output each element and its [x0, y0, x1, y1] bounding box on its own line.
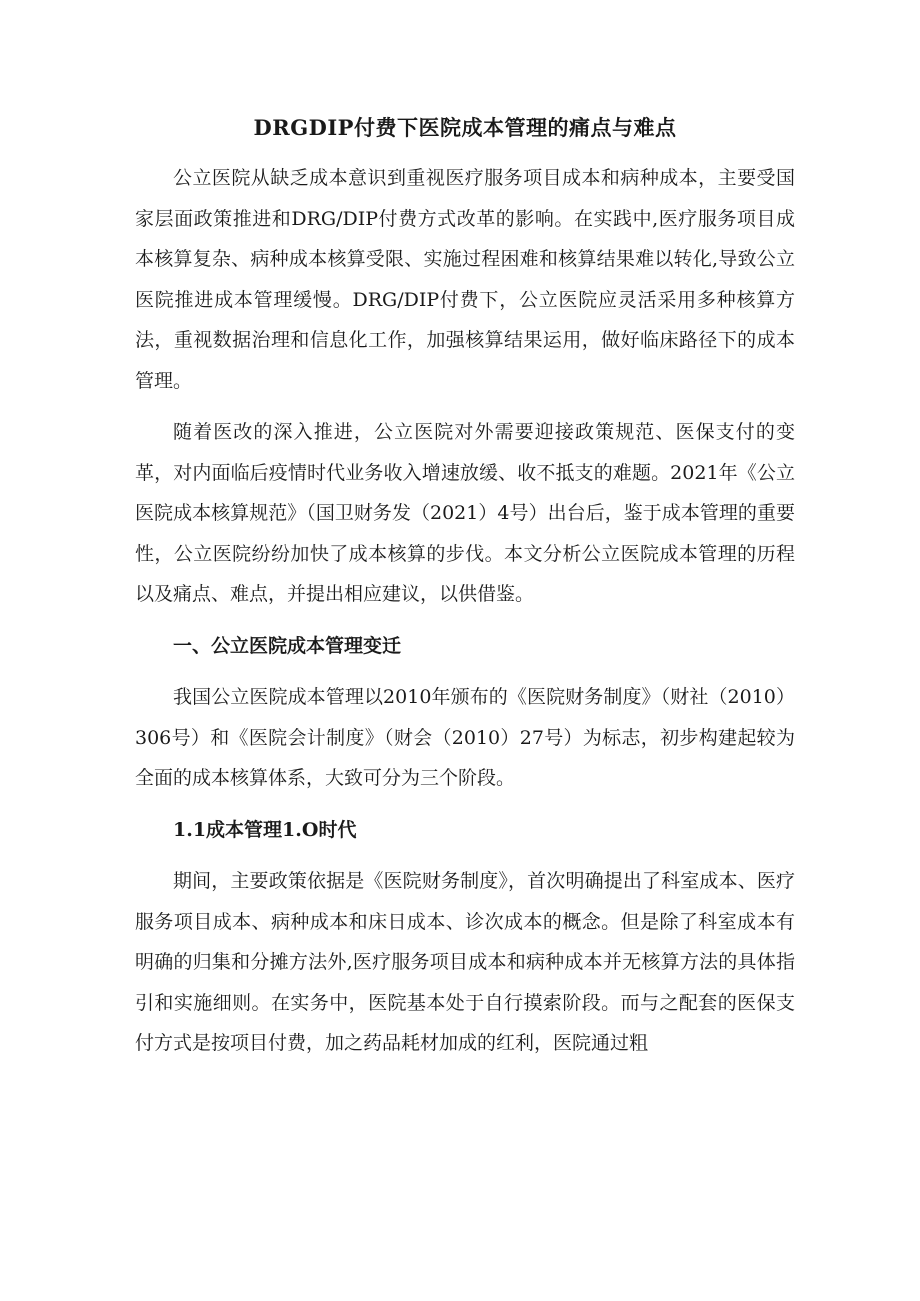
subsection-paragraph: 期间，主要政策依据是《医院财务制度》，首次明确提出了科室成本、医疗服务项目成本、病种成本和床日成本、诊次成本的概念。但是除了科室成本有明确的归集和分摊方法外,医疗服务项目成本和病种成本并无核算方法的具体指引和实施细则。在实务中，医院基本处于自行摸索阶段。而与之配套的医保支付方式是按项目付费，加之药品耗材加成的红利，医院通过粗 — [135, 870, 795, 1054]
document-page — [135, 112, 795, 1075]
document-title: DRGDIP付费下医院成本管理的痛点与难点 — [253, 115, 677, 140]
intro-paragraph-1: 公立医院从缺乏成本意识到重视医疗服务项目成本和病种成本，主要受国家层面政策推进和DRG/DIP付费方式改革的影响。在实践中,医疗服务项目成本核算复杂、病种成本核算受限、实施过程困难和核算结果难以转化,导致公立医院推进成本管理缓慢。DRG/DIP付费下，公立医院应灵活采用多种核算方法，重视数据治理和信息化工作，加强核算结果运用，做好临床路径下的成本管理。 — [135, 167, 795, 392]
section-heading: 一、公立医院成本管理变迁 — [173, 634, 402, 657]
section-paragraph: 我国公立医院成本管理以2010年颁布的《医院财务制度》（财社（2010）306号）和《医院会计制度》（财会（2010）27号）为标志，初步构建起较为全面的成本核算体系，大致可分为三个阶段。 — [135, 686, 795, 789]
intro-paragraph-2: 随着医改的深入推进，公立医院对外需要迎接政策规范、医保支付的变革，对内面临后疫情时代业务收入增速放缓、收不抵支的难题。2021年《公立医院成本核算规范》（国卫财务发（2021）4号）出台后，鉴于成本管理的重要性，公立医院纷纷加快了成本核算的步伐。本文分析公立医院成本管理的历程以及痛点、难点，并提出相应建议，以供借鉴。 — [135, 421, 795, 605]
subsection-heading: 1.1成本管理1.O时代 — [173, 818, 357, 841]
